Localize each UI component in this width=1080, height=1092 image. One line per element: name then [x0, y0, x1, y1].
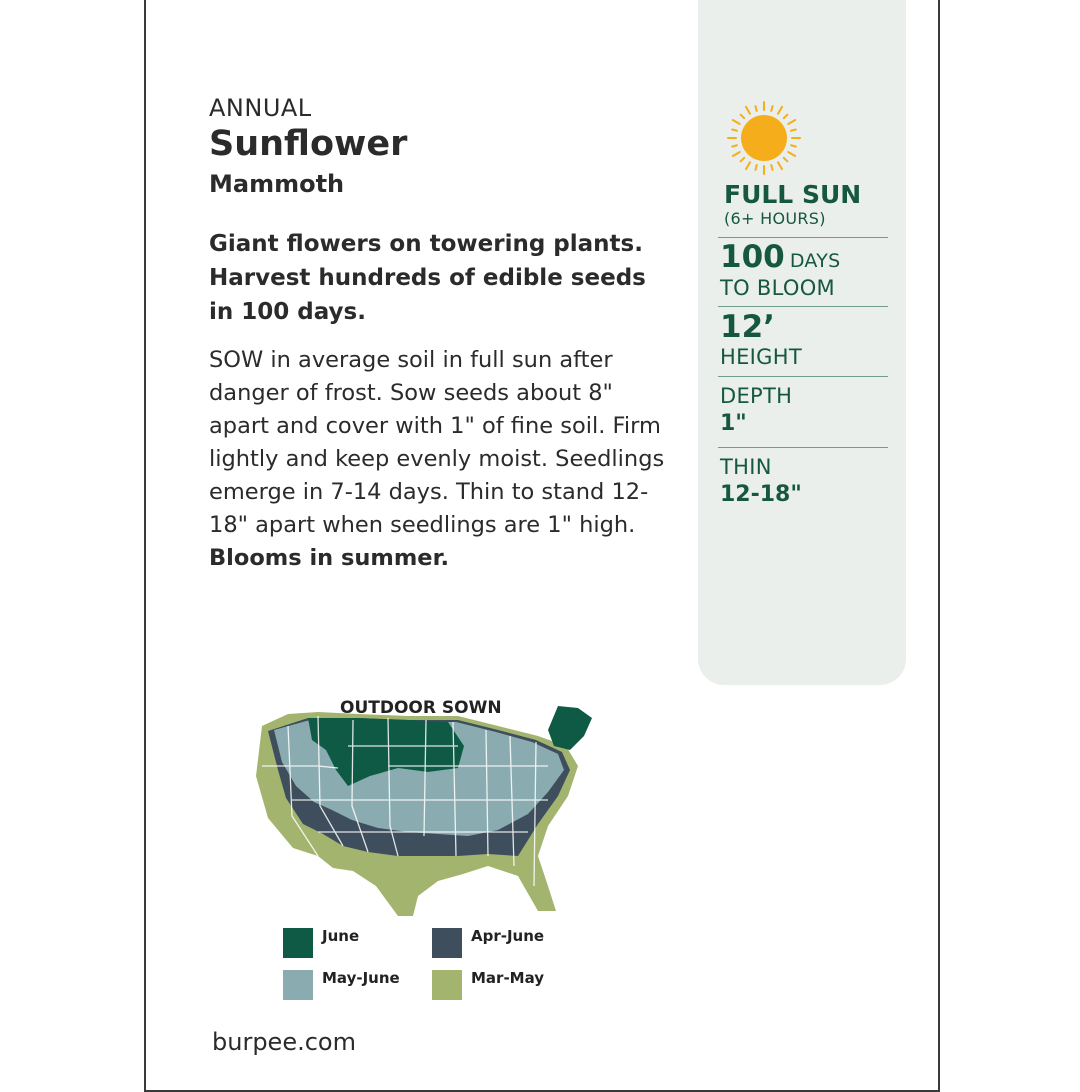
- legend-label: May-June: [322, 969, 400, 987]
- sun-ray: [732, 129, 737, 130]
- sun-ray: [755, 106, 756, 111]
- legend-swatch: [432, 970, 462, 1000]
- sun-ray: [746, 107, 750, 114]
- sun-ray: [784, 158, 788, 162]
- legend-item-mar-may: [432, 970, 544, 1000]
- legend-item-may-june: [283, 970, 400, 1000]
- days-label: TO BLOOM: [720, 276, 835, 300]
- map-zone-june: [548, 706, 592, 750]
- sun-hours: (6+ HOURS): [724, 209, 826, 228]
- legend-swatch: [283, 970, 313, 1000]
- legend-label: Mar-May: [471, 969, 545, 987]
- sun-ray: [791, 129, 796, 130]
- sun-ray: [784, 115, 788, 119]
- sun-ray: [755, 165, 756, 170]
- sun-icon: [726, 100, 802, 176]
- sun-ray: [778, 162, 782, 169]
- sun-ray: [791, 145, 796, 146]
- us-zone-map: [248, 706, 610, 922]
- legend-item-apr-june: [432, 928, 544, 958]
- days-to-bloom: [720, 239, 841, 275]
- instructions-text: SOW in average soil in full sun after danger of frost. Sow seeds about 8" apart and cover with 1" of fine soil. Firm lightly and keep evenly moist. Seedlings emerge in 7-14 days. Thin to stand 12-18" apart when seedlings are 1" high.: [209, 347, 665, 538]
- height-value: 12’: [720, 309, 775, 345]
- legend-item-june: [283, 928, 359, 958]
- plant-category: ANNUAL: [209, 94, 312, 122]
- thin-value: 12-18": [720, 482, 802, 507]
- days-unit: DAYS: [789, 250, 841, 272]
- map-title: OUTDOOR SOWN: [340, 698, 502, 718]
- plant-title: Sunflower: [209, 124, 408, 164]
- legend-label: Apr-June: [471, 927, 545, 945]
- plant-variety: Mammoth: [209, 170, 345, 198]
- sun-ray: [778, 107, 782, 114]
- sun-ray: [741, 115, 745, 119]
- website-link[interactable]: burpee.com: [212, 1028, 356, 1056]
- sun-requirement: FULL SUN: [724, 180, 862, 209]
- intro-text: Giant flowers on towering plants. Harvest hundreds of edible seeds in 100 days.: [209, 231, 646, 325]
- divider: [718, 237, 888, 238]
- sun-ray: [771, 106, 772, 111]
- bloom-text: Blooms in summer.: [209, 545, 450, 571]
- divider: [718, 376, 888, 377]
- sun-ray: [788, 120, 795, 124]
- depth-value: 1": [720, 411, 747, 436]
- height-label: HEIGHT: [720, 345, 802, 369]
- thin-label: THIN: [720, 455, 772, 479]
- sun-ray: [741, 158, 745, 162]
- sun-ray: [746, 162, 750, 169]
- sun-ray: [771, 165, 772, 170]
- depth-label: DEPTH: [720, 384, 793, 408]
- sun-ray: [732, 145, 737, 146]
- days-number: 100: [720, 239, 785, 275]
- divider: [718, 447, 888, 448]
- sowing-instructions: [209, 344, 679, 575]
- sun-ray: [733, 120, 740, 124]
- divider: [718, 306, 888, 307]
- sun-ray: [733, 152, 740, 156]
- sun-ray: [788, 152, 795, 156]
- legend-label: June: [322, 927, 360, 945]
- legend-swatch: [283, 928, 313, 958]
- legend-swatch: [432, 928, 462, 958]
